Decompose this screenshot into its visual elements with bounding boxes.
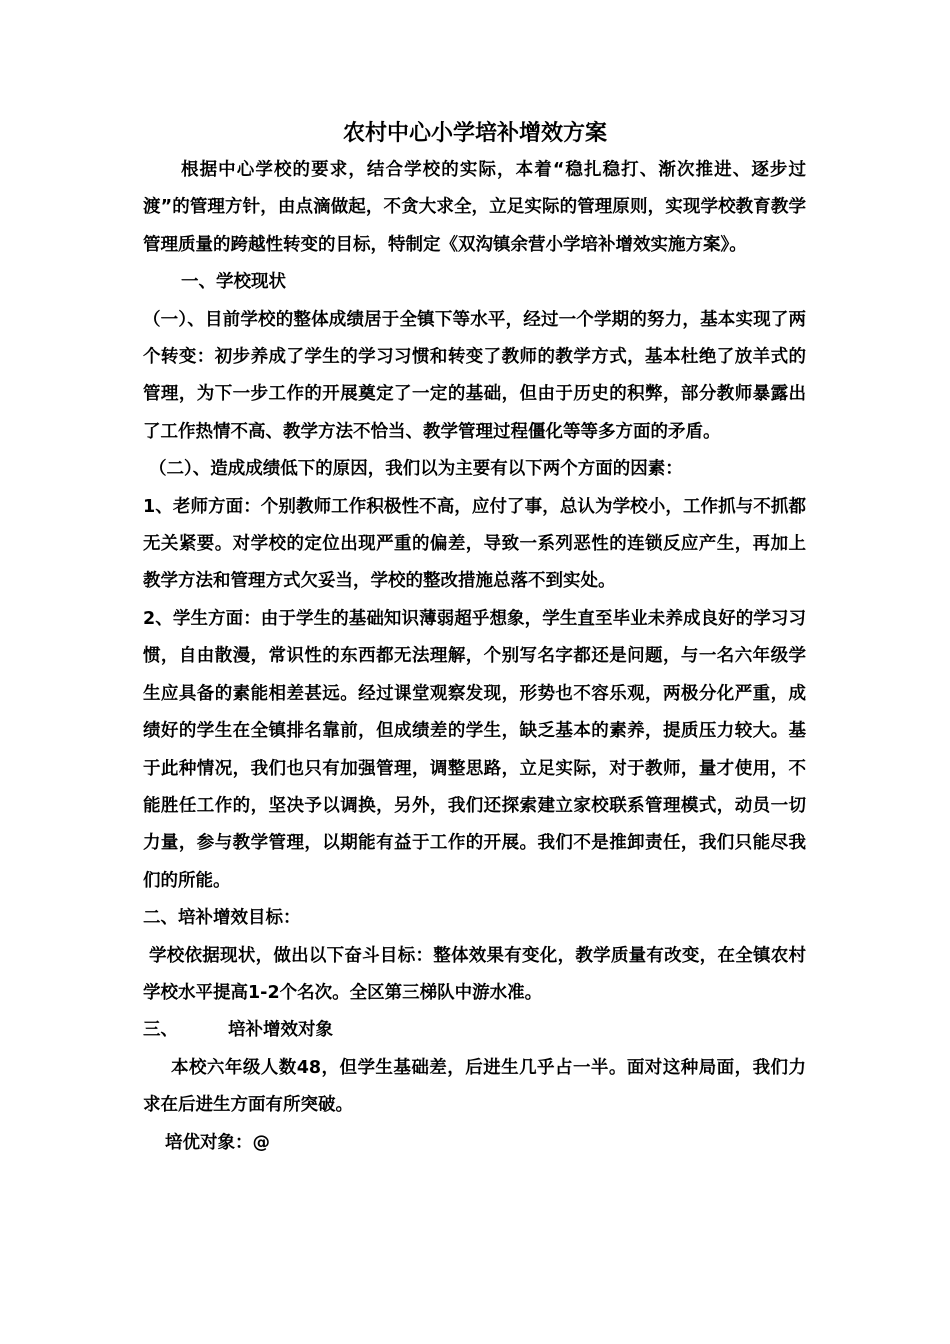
section-heading-targets [143, 1012, 806, 1049]
section-number: 三、 [143, 1020, 178, 1041]
status-paragraph-1: （一）、目前学校的整体成绩居于全镇下等水平，经过一个学期的努力，基本实现了两个转变：初步养成了学生的学习习惯和转变了教师的教学方式，基本杜绝了放羊式的管理，为下一步工作的开展奠定了一定的基础，但由于历史的积弊，部分教师暴露出了工作热情不高、教学方法不恰当、教学管理过程僵化等等多方面的矛盾。 [143, 309, 806, 442]
document-body [143, 152, 806, 1162]
excellent-students-line: 培优对象：@ [165, 1132, 270, 1153]
goals-paragraph: 学校依据现状，做出以下奋斗目标：整体效果有变化，教学质量有改变，在全镇农村学校水平提高1-2个名次。全区第三梯队中游水准。 [143, 945, 806, 1003]
section-heading-goals: 二、培补增效目标： [143, 908, 301, 929]
teacher-aspect-paragraph: 1、老师方面：个别教师工作积极性不高，应付了事，总认为学校小，工作抓与不抓都无关紧要。对学校的定位出现严重的偏差，导致一系列恶性的连锁反应产生，再加上教学方法和管理方式欠妥当，学校的整改措施总落不到实处。 [143, 496, 806, 592]
section-heading-status: 一、学校现状 [181, 272, 286, 293]
student-aspect-paragraph: 2、学生方面：由于学生的基础知识薄弱超乎想象，学生直至毕业未养成良好的学习习惯，自由散漫，常识性的东西都无法理解，个别写名字都还是问题，与一名六年级学生应具备的素能相差甚远。经过课堂观察发现，形势也不容乐观，两极分化严重，成绩好的学生在全镇排名靠前，但成绩差的学生，缺乏基本的素养，提质压力较大。基于此种情况，我们也只有加强管理，调整思路，立足实际，对于教师，量才使用，不能胜任工作的，坚决予以调换，另外，我们还探索建立家校联系管理模式，动员一切力量，参与教学管理，以期能有益于工作的开展。我们不是推卸责任，我们只能尽我们的所能。 [143, 608, 806, 891]
section-title: 培补增效对象 [228, 1020, 333, 1041]
intro-paragraph: 根据中心学校的要求，结合学校的实际，本着“稳扎稳打、渐次推进、逐步过渡”的管理方针，由点滴做起，不贪大求全，立足实际的管理原则，实现学校教育教学管理质量的跨越性转变的目标，特制定《双沟镇余营小学培补增效实施方案》。 [143, 160, 806, 255]
document-title: 农村中心小学培补增效方案 [342, 121, 607, 146]
status-paragraph-2: （二）、造成成绩低下的原因，我们以为主要有以下两个方面的因素： [149, 459, 683, 480]
targets-paragraph: 本校六年级人数48，但学生基础差，后进生几乎占一半。面对这种局面，我们力求在后进生方面有所突破。 [143, 1057, 806, 1116]
